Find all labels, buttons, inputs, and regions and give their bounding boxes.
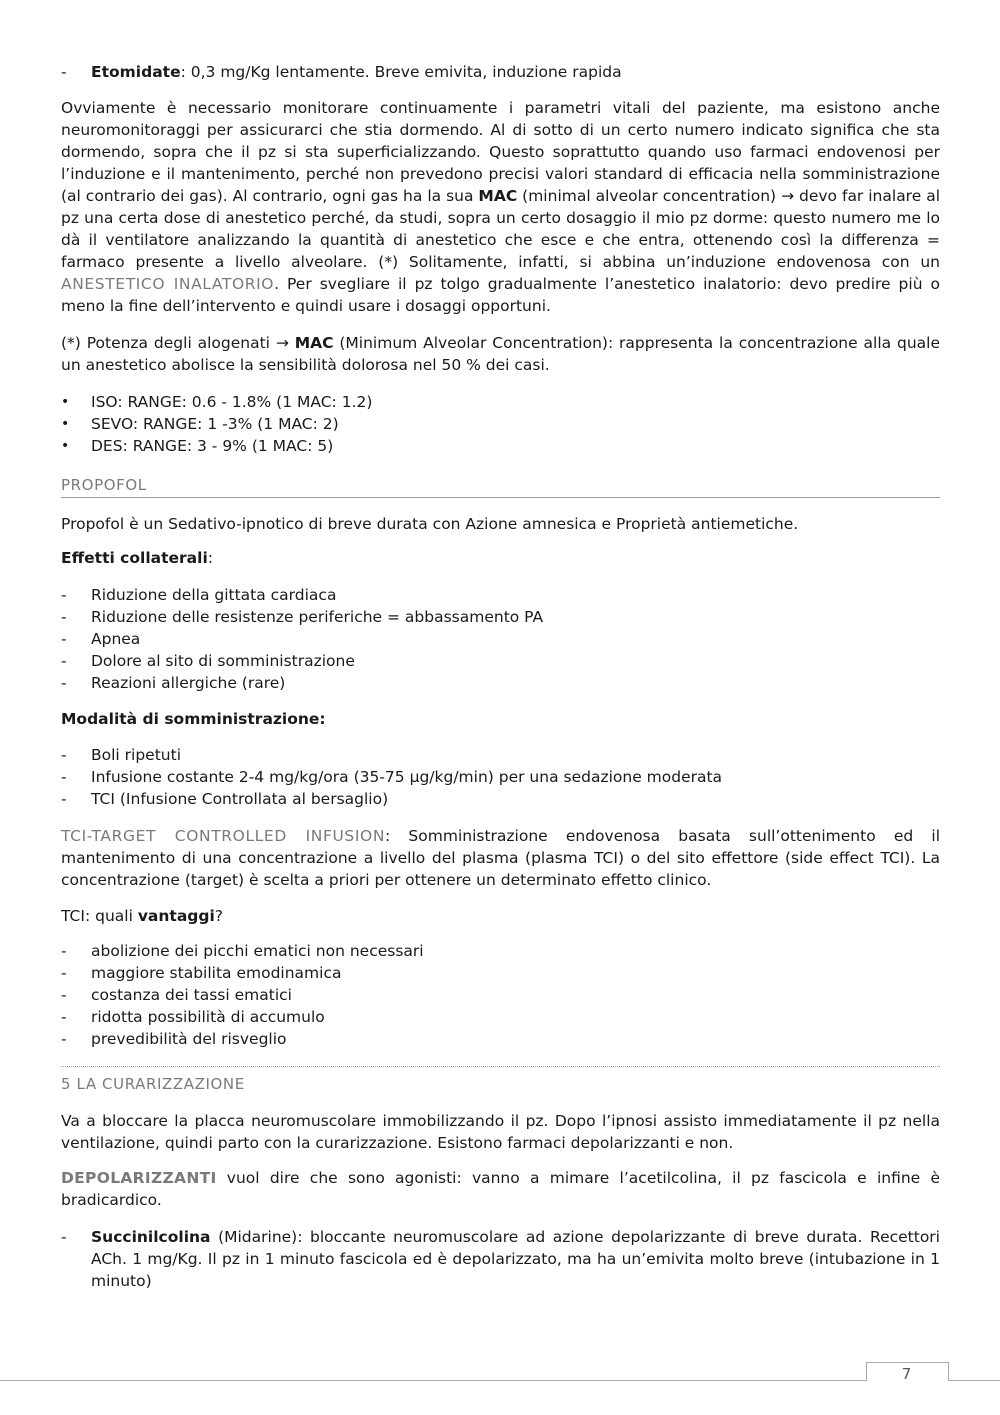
subheading-text: Modalità di somministrazione: xyxy=(61,710,326,728)
list-item xyxy=(61,584,337,606)
dash-marker: - xyxy=(61,63,67,81)
text-span: Ovviamente è necessario monitorare continuamente i parametri vitali del paziente, ma esistono anche neuromonitoraggi per assicurarci che stia dormendo. Al di sotto di un certo numero indicato significa che sta dormendo, sopra che il pz si sta superficializzando. Questo soprattutto quando uso farmaci endovenosi per l’induzione e il mantenimento, perché non prevedono precisi valori standard di efficacia nella somministrazione (al contrario dei gas). Al contrario, ogni gas ha la sua xyxy=(61,99,940,205)
text-span: (minimal alveolar concentration) xyxy=(517,187,782,205)
drug-name: Succinilcolina xyxy=(91,1228,211,1246)
list-text: Apnea xyxy=(91,630,141,648)
inline-term: ANESTETICO INALATORIO xyxy=(61,275,275,293)
text-span: . Per svegliare il pz tolgo gradualmente l’anestetico inalatorio: devo predire più o meno la fine dell’intervento e quindi usare i dosaggi opportuni. xyxy=(61,275,940,315)
dash-marker: - xyxy=(61,652,67,670)
dash-marker: - xyxy=(61,746,67,764)
list-text: costanza dei tassi ematici xyxy=(91,986,292,1004)
list-text: ISO: RANGE: 0.6 - 1.8% (1 MAC: 1.2) xyxy=(91,393,373,411)
text-span: vuol dire che sono agonisti: vanno a mimare l’acetilcolina, il pz fascicola e infine è bradicardico. xyxy=(61,1169,940,1209)
dash-marker: - xyxy=(61,1228,67,1246)
list-item xyxy=(61,606,544,628)
inline-term: TCI-TARGET CONTROLLED INFUSION xyxy=(61,827,386,845)
text-span: devo far inalare al pz una certa dose di anestetico perché, da studi, sopra un certo dosaggio il mio pz dorme: questo numero me lo dà il ventilatore analizzando la quantità di anestetico che esce e che entra, ottenendo così la differenza = farmaco presente a livello alveolare. (*) Solitamente, infatti, si abbina un’induzione endovenosa con un xyxy=(61,187,941,271)
mac-term: MAC xyxy=(478,187,518,205)
subheading-text: Effetti collaterali xyxy=(61,549,208,567)
list-item xyxy=(61,940,424,962)
text-span: ? xyxy=(214,907,224,925)
list-item xyxy=(61,391,373,413)
list-text: Boli ripetuti xyxy=(91,746,181,764)
paragraph-monitoring xyxy=(61,97,940,317)
list-text: ridotta possibilità di accumulo xyxy=(91,1008,325,1026)
list-text: TCI (Infusione Controllata al bersaglio) xyxy=(91,790,389,808)
footer-rule xyxy=(0,1380,1000,1381)
bold-term: vantaggi xyxy=(137,907,215,925)
list-item xyxy=(61,984,292,1006)
list-item xyxy=(61,413,339,435)
drug-name: Etomidate xyxy=(91,63,181,81)
list-text xyxy=(91,1226,940,1292)
list-text: Infusione costante 2-4 mg/kg/ora (35-75 µg/kg/min) per una sedazione moderata xyxy=(91,768,723,786)
dash-marker: - xyxy=(61,1030,67,1048)
dash-marker: - xyxy=(61,586,67,604)
subheading-effetti xyxy=(61,547,940,569)
list-item xyxy=(61,628,141,650)
list-text: Reazioni allergiche (rare) xyxy=(91,674,286,692)
text-span: (Midarine): bloccante neuromuscolare ad azione depolarizzante di breve durata. Recettori ACh. 1 mg/Kg. Il pz in 1 minuto fascicola ed è depolarizzato, ma ha un’emivita molto breve (intubazione in 1 minuto) xyxy=(91,1228,940,1290)
list-item xyxy=(61,1028,287,1050)
list-item-succinilcolina xyxy=(61,1226,940,1292)
section-heading-propofol: PROPOFOL xyxy=(61,476,147,494)
paragraph-curarizzazione: Va a bloccare la placca neuromuscolare immobilizzando il pz. Dopo l’ipnosi assisto immediatamente il pz nella ventilazione, quindi parto con la curarizzazione. Esistono farmaci depolarizzanti e non. xyxy=(61,1112,940,1152)
list-item xyxy=(61,766,723,788)
list-text: Riduzione della gittata cardiaca xyxy=(91,586,337,604)
page-number: 7 xyxy=(901,1365,912,1383)
dash-marker: - xyxy=(61,1008,67,1026)
list-item xyxy=(61,650,355,672)
drug-desc: : 0,3 mg/Kg lentamente. Breve emivita, induzione rapida xyxy=(180,63,622,81)
list-item xyxy=(61,1006,325,1028)
list-text: abolizione dei picchi ematici non necessari xyxy=(91,942,424,960)
section-heading-curarizzazione: 5 LA CURARIZZAZIONE xyxy=(61,1075,245,1093)
paragraph-tci xyxy=(61,825,940,891)
text-span: TCI: quali xyxy=(61,907,138,925)
dash-marker: - xyxy=(61,608,67,626)
dash-marker: - xyxy=(61,768,67,786)
text-span: : xyxy=(207,549,213,567)
list-text: SEVO: RANGE: 1 -3% (1 MAC: 2) xyxy=(91,415,339,433)
dash-marker: - xyxy=(61,674,67,692)
heading-rule xyxy=(61,497,940,498)
dash-marker: - xyxy=(61,790,67,808)
list-text: Dolore al sito di somministrazione xyxy=(91,652,355,670)
list-item xyxy=(61,788,389,810)
list-item-etomidate xyxy=(61,61,622,83)
list-text: prevedibilità del risveglio xyxy=(91,1030,287,1048)
text-span: (*) Potenza degli alogenati → xyxy=(61,334,295,352)
arrow-icon: → xyxy=(781,187,795,205)
dash-marker: - xyxy=(61,630,67,648)
bullet-marker: • xyxy=(61,394,70,410)
bold-term: DEPOLARIZZANTI xyxy=(61,1169,217,1187)
bullet-marker: • xyxy=(61,416,70,432)
dash-marker: - xyxy=(61,942,67,960)
paragraph-propofol-intro: Propofol è un Sedativo-ipnotico di breve durata con Azione amnesica e Proprietà antiemetiche. xyxy=(61,515,799,533)
list-item xyxy=(61,744,181,766)
mac-term: MAC xyxy=(294,334,334,352)
text-span: (Minimum Alveolar Concentration): rappresenta la concentrazione alla quale un anestetico abolisce la sensibilità dolorosa nel 50 % dei casi. xyxy=(61,334,941,374)
subheading-modalita xyxy=(61,708,940,730)
list-item xyxy=(61,672,286,694)
dash-marker: - xyxy=(61,964,67,982)
section-divider xyxy=(61,1066,940,1067)
list-item xyxy=(61,962,342,984)
list-item xyxy=(61,435,334,457)
paragraph-depolarizzanti xyxy=(61,1167,940,1211)
dash-marker: - xyxy=(61,986,67,1004)
list-text: maggiore stabilita emodinamica xyxy=(91,964,342,982)
text-span: : Somministrazione endovenosa basata sull’ottenimento ed il mantenimento di una concentrazione a livello del plasma (plasma TCI) o del sito effettore (side effect TCI). La concentrazione (target) è scelta a priori per ottenere un determinato effetto clinico. xyxy=(61,827,940,889)
paragraph-alogenati xyxy=(61,332,940,376)
bullet-marker: • xyxy=(61,438,70,454)
question-vantaggi xyxy=(61,905,940,927)
list-text: Riduzione delle resistenze periferiche = abbassamento PA xyxy=(91,608,544,626)
list-text: DES: RANGE: 3 - 9% (1 MAC: 5) xyxy=(91,437,334,455)
